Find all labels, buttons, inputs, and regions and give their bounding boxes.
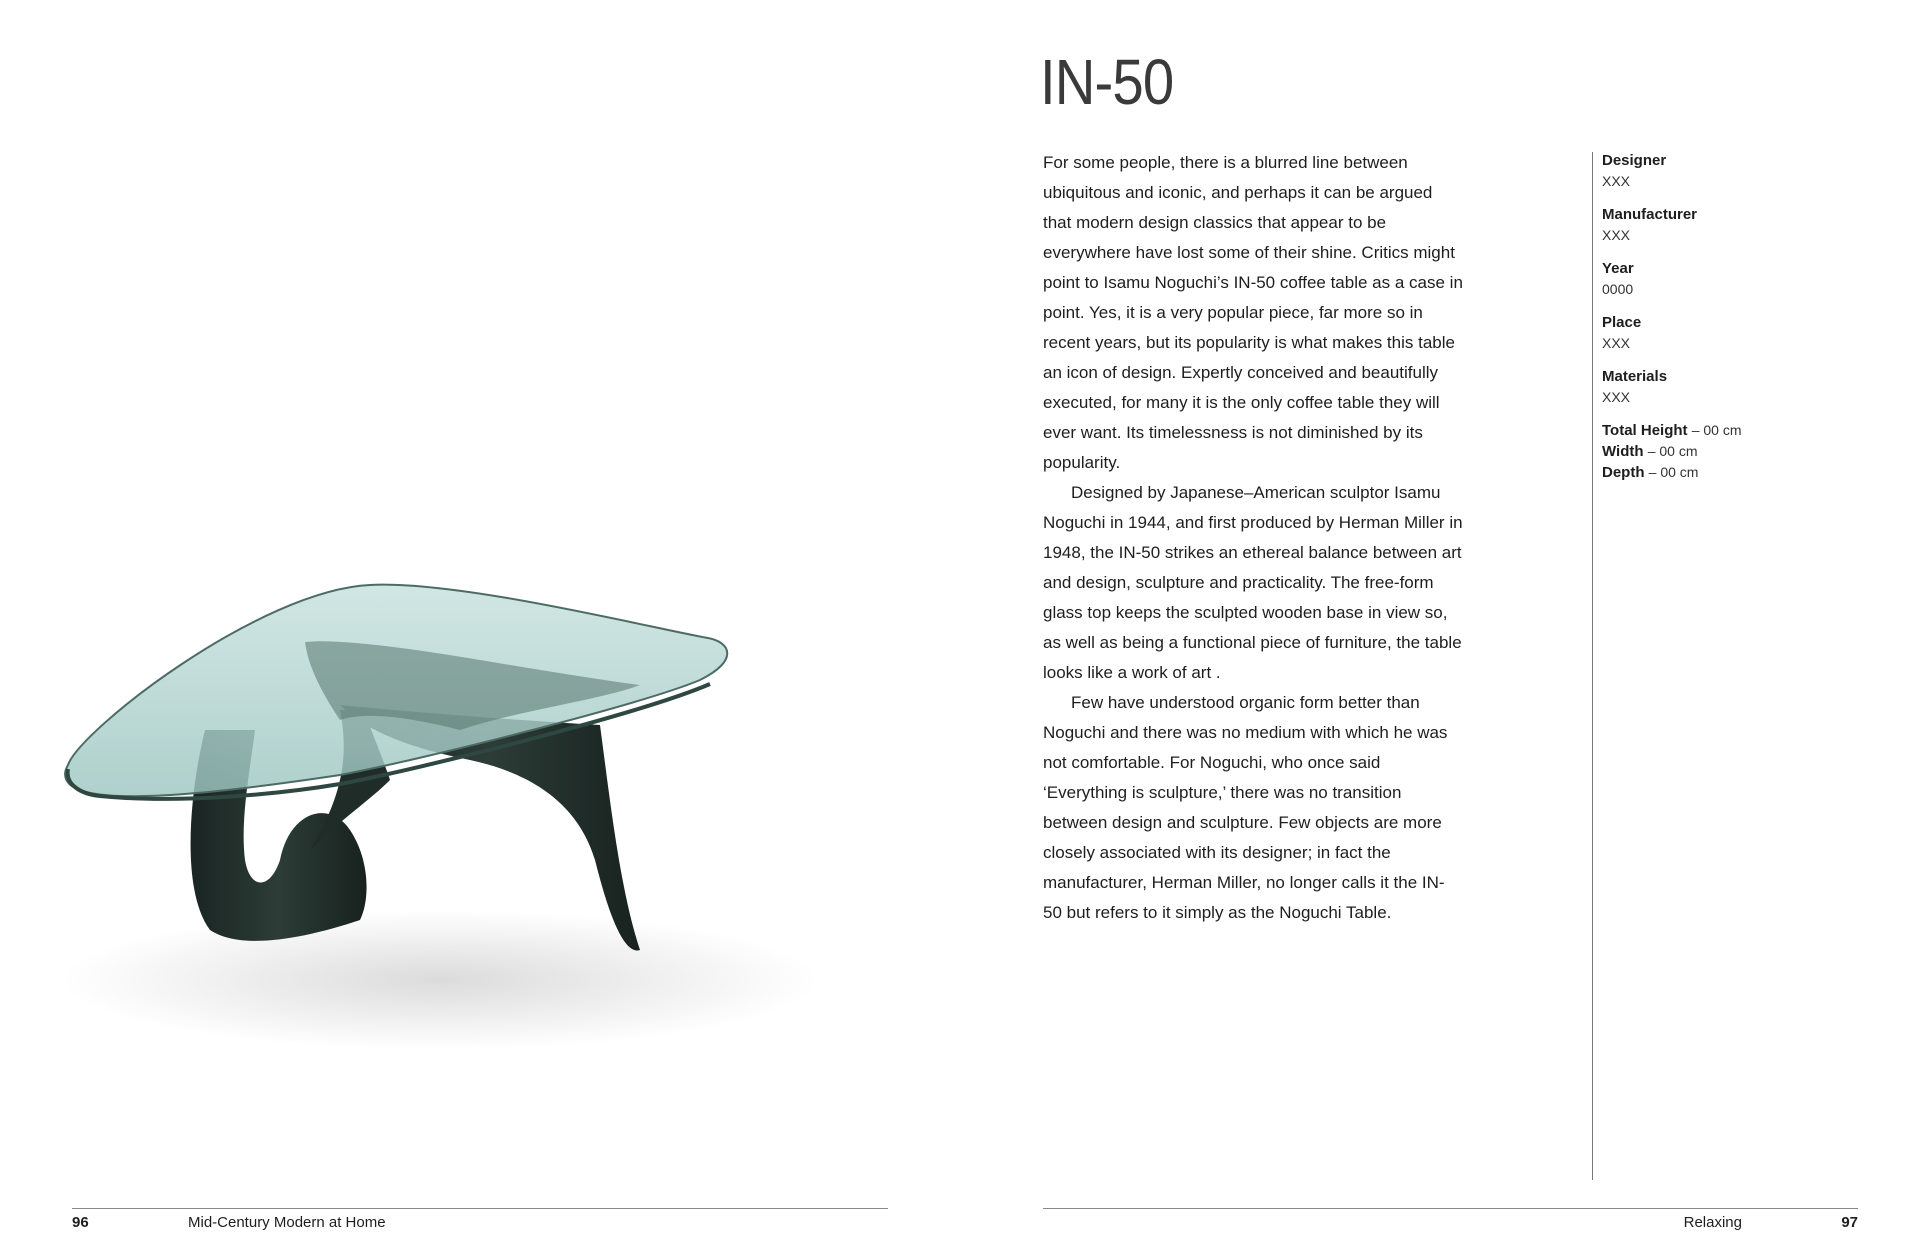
- footer-rule-left: [72, 1208, 888, 1209]
- page-title: IN-50: [1040, 46, 1174, 118]
- dim-width: [1602, 441, 1842, 462]
- dim-value: – 00 cm: [1648, 464, 1699, 480]
- dim-label: Total Height: [1602, 422, 1692, 439]
- dim-value: – 00 cm: [1691, 422, 1742, 438]
- spec-value: XXX: [1602, 389, 1631, 405]
- spec-label: Place: [1602, 314, 1642, 331]
- dim-value: – 00 cm: [1647, 443, 1698, 459]
- running-title-right: Relaxing: [1683, 1214, 1742, 1231]
- body-paragraph-1: For some people, there is a blurred line between ubiquitous and iconic, and perhaps it can be argued that modern design classics that appear to be everywhere have lost some of their shine. Critics might point to Isamu Noguchi’s IN-50 coffee table as a case in point. Yes, it is a very popular piece, far more so in recent years, but its popularity is what makes this table an icon of design. Expertly conceived and beautifully executed, for many it is the only coffee table they will ever want. Its timelessness is not diminished by its popularity.: [1043, 153, 1463, 472]
- specs-sidebar: [1602, 150, 1842, 483]
- page-number-left: 96: [72, 1214, 89, 1231]
- body-paragraph-2: Designed by Japanese–American sculptor Isamu Noguchi in 1944, and first produced by Herman Miller in 1948, the IN-50 strikes an ethereal balance between art and design, sculpture and practicality. The free-form glass top keeps the sculpted wooden base in view so, as well as being a functional piece of furniture, the table looks like a work of art .: [1043, 483, 1463, 682]
- product-photo: [40, 560, 920, 1080]
- spec-label: Materials: [1602, 368, 1668, 385]
- spec-manufacturer: [1602, 204, 1842, 246]
- dim-depth: [1602, 462, 1842, 483]
- page-number-right: 97: [1841, 1214, 1858, 1231]
- spec-value: 0000: [1602, 281, 1634, 297]
- coffee-table-illustration: [40, 560, 920, 1080]
- specs-divider: [1592, 152, 1593, 1180]
- dim-label: Depth: [1602, 464, 1649, 481]
- spec-dimensions: [1602, 420, 1842, 483]
- spec-value: XXX: [1602, 335, 1631, 351]
- spec-label: Designer: [1602, 152, 1667, 169]
- spec-designer: [1602, 150, 1842, 192]
- spec-materials: [1602, 366, 1842, 408]
- spec-value: XXX: [1602, 227, 1631, 243]
- body-paragraph-3: Few have understood organic form better than Noguchi and there was no medium with which he was not comfortable. For Noguchi, who once said ‘Everything is sculpture,’ there was no transition between design and sculpture. Few objects are more closely associated with its designer; in fact the manufacturer, Herman Miller, no longer calls it the IN-50 but refers to it simply as the Noguchi Table.: [1043, 693, 1448, 922]
- spec-place: [1602, 312, 1842, 354]
- spec-value: XXX: [1602, 173, 1631, 189]
- dim-total-height: [1602, 420, 1842, 441]
- dim-label: Width: [1602, 443, 1648, 460]
- spec-label: Manufacturer: [1602, 206, 1698, 223]
- spec-year: [1602, 258, 1842, 300]
- article-body: [1043, 148, 1463, 928]
- floor-shadow: [60, 910, 820, 1050]
- spec-label: Year: [1602, 260, 1634, 277]
- footer-rule-right: [1043, 1208, 1858, 1209]
- running-title-left: Mid-Century Modern at Home: [188, 1214, 386, 1231]
